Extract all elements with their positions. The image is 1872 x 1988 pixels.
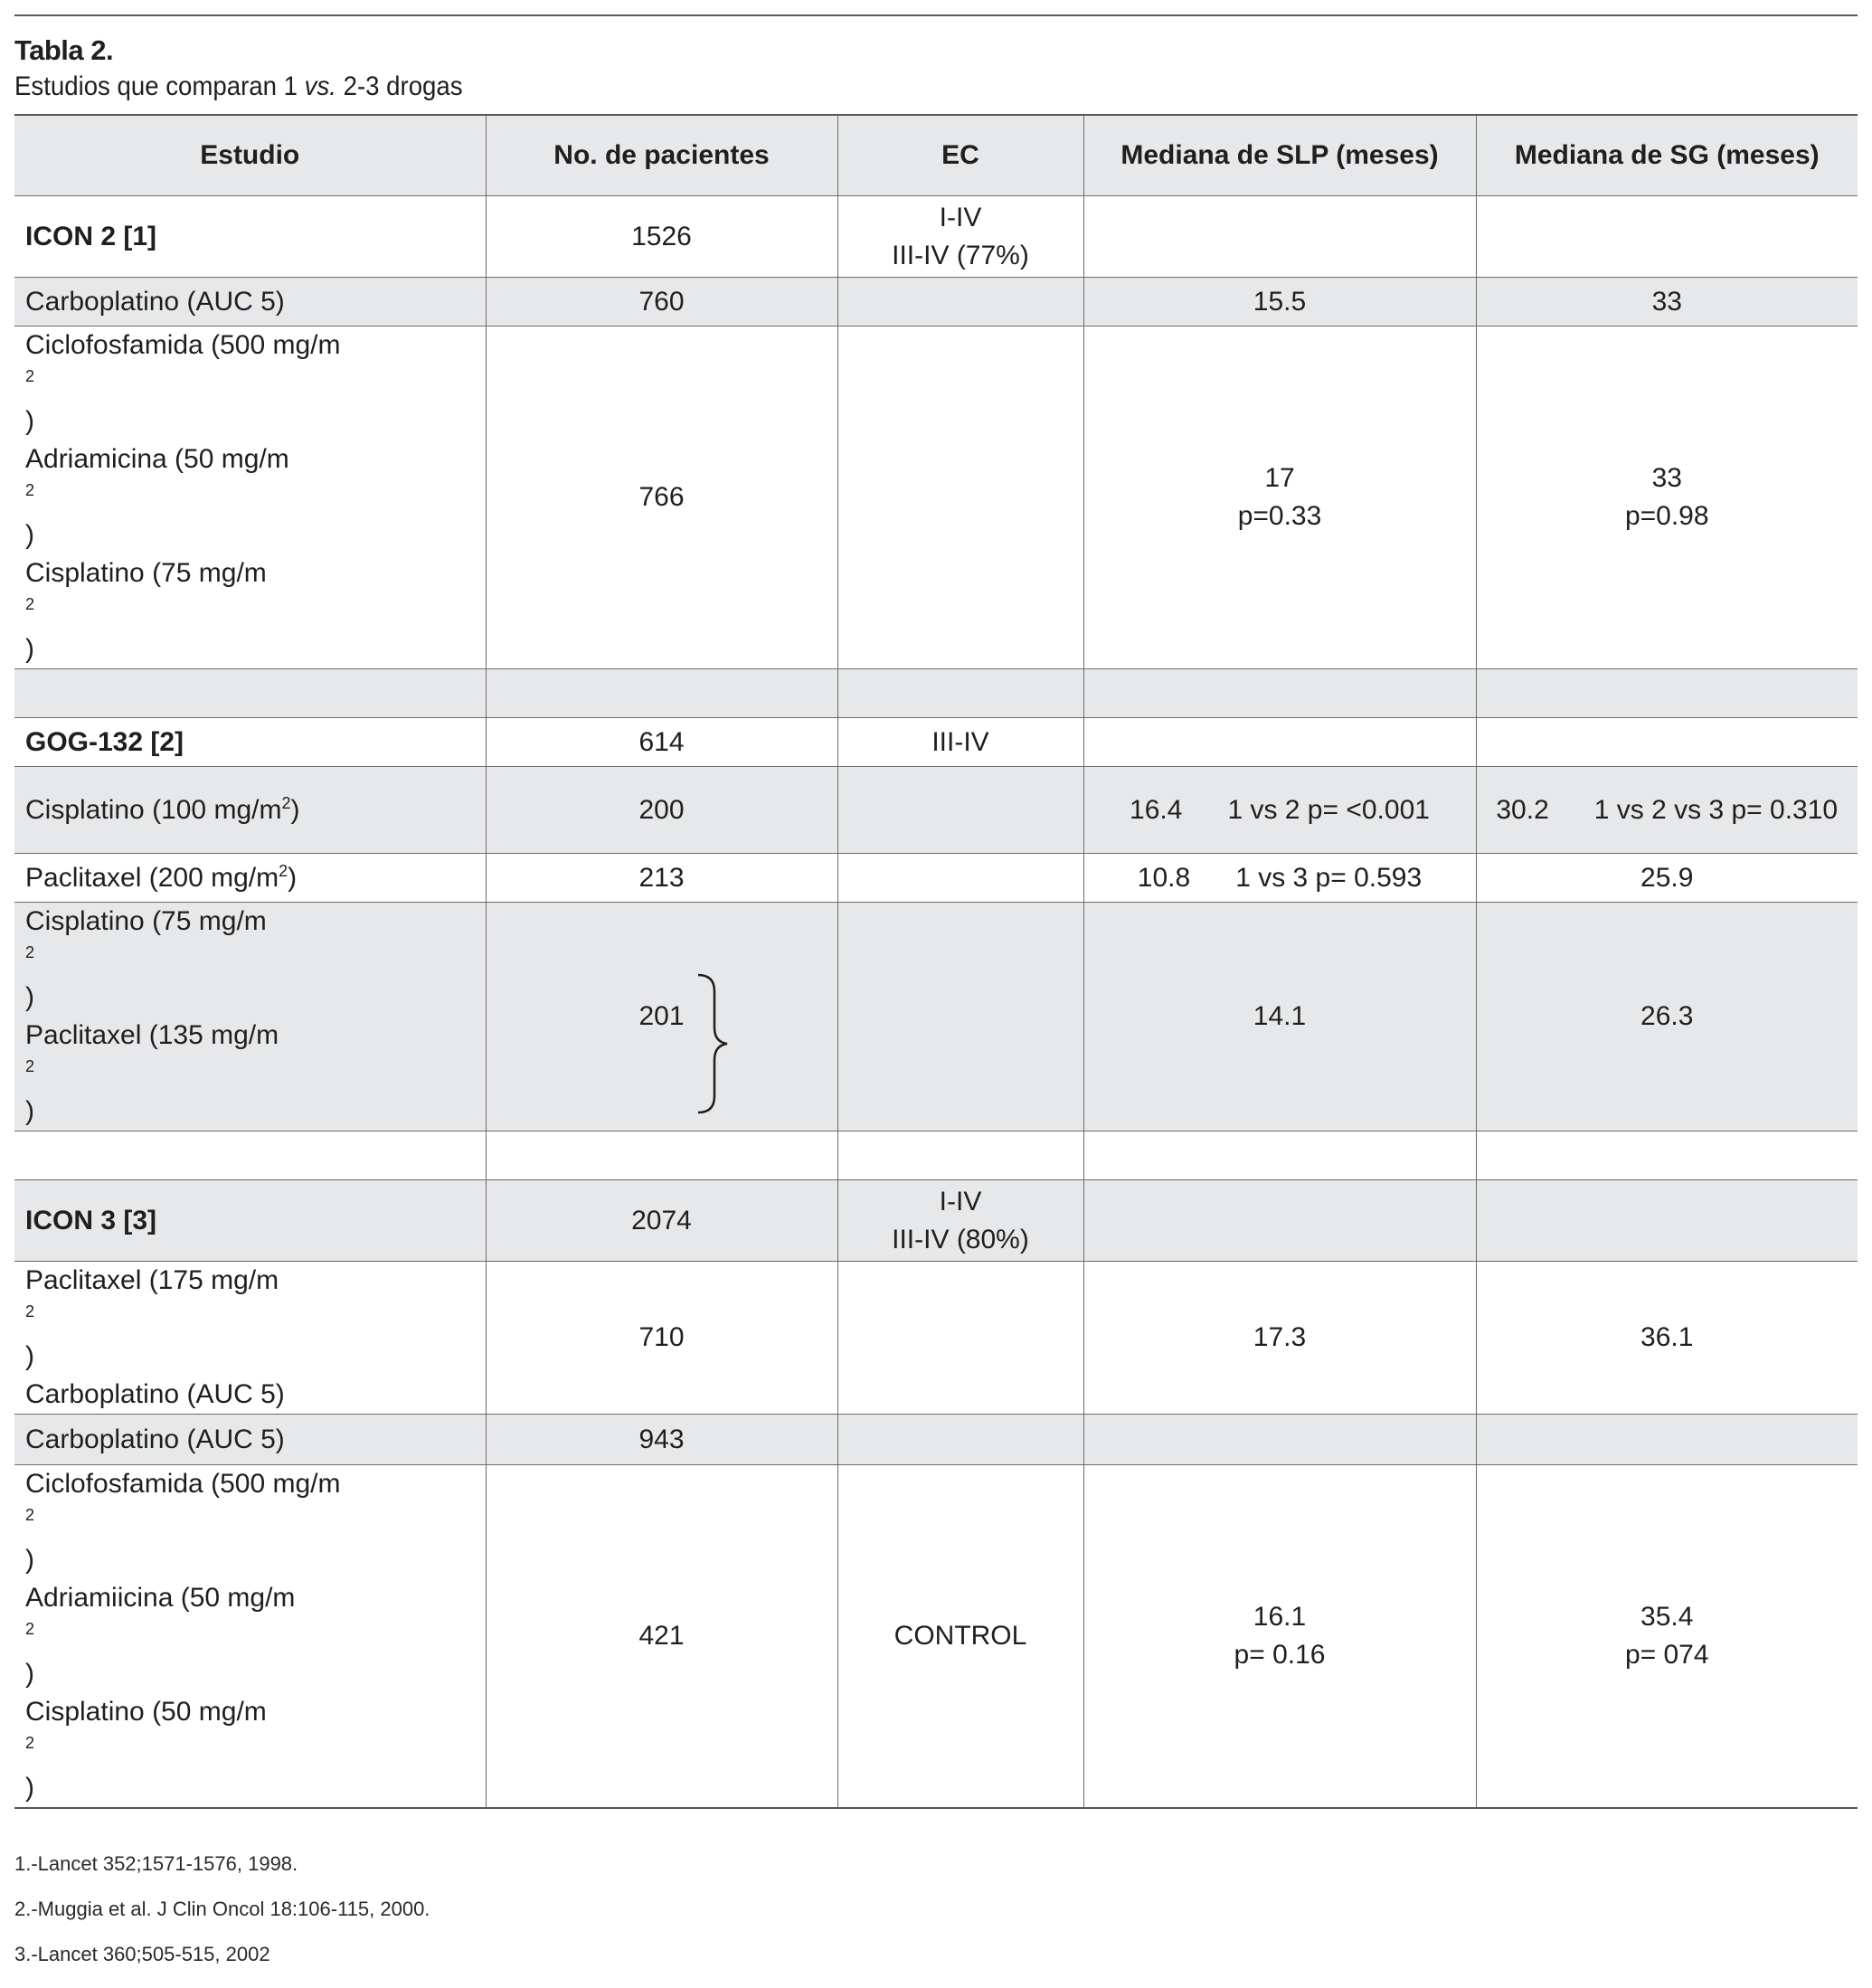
patients-count: 1526 xyxy=(486,196,837,278)
slp-value: 17.3 xyxy=(1083,1262,1476,1415)
studies-table xyxy=(14,114,1858,1809)
footnote-3: 3.-Lancet 360;505-515, 2002 xyxy=(14,1943,270,1965)
patients-count: 943 xyxy=(486,1415,837,1465)
col-header-slp: Mediana de SLP (meses) xyxy=(1083,115,1476,196)
regimen: Ciclofosfamida (500 mg/m $^2$ ) Adriamiicina (50 mg/m $^2$ ) Cisplatino (50 mg/m $^2$ ) xyxy=(14,1465,486,1809)
slp-value xyxy=(1083,718,1476,767)
sg-value: 26.3 xyxy=(1476,903,1858,1131)
ec-value xyxy=(837,327,1083,669)
table-row xyxy=(14,1465,1858,1809)
patients-count: 200 xyxy=(486,767,837,854)
study-name: GOG-132 [2] xyxy=(14,718,486,767)
study-name: ICON 2 [1] xyxy=(14,196,486,278)
ec-value: III-IV xyxy=(837,718,1083,767)
col-header-pacientes: No. de pacientes xyxy=(486,115,837,196)
table-row xyxy=(14,196,1858,278)
sg-value: 35.4 p= 074 xyxy=(1476,1465,1858,1809)
slp-value xyxy=(1083,196,1476,278)
study-name: ICON 3 [3] xyxy=(14,1180,486,1262)
footnote-2: 2.-Muggia et al. J Clin Oncol 18:106-115, 2000. xyxy=(14,1898,430,1920)
table-row xyxy=(14,1262,1858,1415)
sg-value: 33 p=0.98 xyxy=(1476,327,1858,669)
spacer-row xyxy=(14,669,1858,718)
table-row xyxy=(14,1415,1858,1465)
patients-count: 614 xyxy=(486,718,837,767)
slp-value xyxy=(1083,1180,1476,1262)
document-page xyxy=(14,14,1858,1988)
ec-value xyxy=(837,1262,1083,1415)
sg-value xyxy=(1476,718,1858,767)
sg-value: 30.2 1 vs 2 vs 3 p= 0.310 xyxy=(1476,767,1858,854)
sg-value xyxy=(1476,196,1858,278)
col-header-estudio: Estudio xyxy=(14,115,486,196)
ec-value: I-IV III-IV (80%) xyxy=(837,1180,1083,1262)
regimen: Cisplatino (75 mg/m $^2$ ) Paclitaxel (135 mg/m $^2$ ) xyxy=(14,903,486,1131)
patients-count: 760 xyxy=(486,278,837,327)
patients-count: 213 xyxy=(486,854,837,903)
table-title: Tabla 2. xyxy=(14,34,114,66)
regimen: Carboplatino (AUC 5) xyxy=(14,278,486,327)
slp-value: 10.8 1 vs 3 p= 0.593 xyxy=(1083,854,1476,903)
patients-count: 710 xyxy=(486,1262,837,1415)
ec-value: I-IV III-IV (77%) xyxy=(837,196,1083,278)
slp-value xyxy=(1083,1415,1476,1465)
slp-value: 17 p=0.33 xyxy=(1083,327,1476,669)
table-row xyxy=(14,903,1858,1131)
patients-count: 201 xyxy=(486,903,837,1131)
ec-value: CONTROL xyxy=(837,1465,1083,1809)
slp-value: 16.4 1 vs 2 p= <0.001 xyxy=(1083,767,1476,854)
footnotes xyxy=(14,1852,1858,1965)
spacer-row xyxy=(14,1131,1858,1180)
grouping-brace-icon xyxy=(695,971,731,1116)
patients-count: 766 xyxy=(486,327,837,669)
slp-value: 14.1 xyxy=(1083,903,1476,1131)
sg-value xyxy=(1476,1415,1858,1465)
sg-value: 25.9 xyxy=(1476,854,1858,903)
ec-value xyxy=(837,854,1083,903)
col-header-ec: EC xyxy=(837,115,1083,196)
top-rule xyxy=(14,14,1858,16)
table-row xyxy=(14,854,1858,903)
ec-value xyxy=(837,1415,1083,1465)
table-subtitle: Estudios que comparan 1 vs. 2-3 drogas xyxy=(14,71,463,101)
regimen: Paclitaxel (200 $mg/m^2$) xyxy=(14,854,486,903)
col-header-sg: Mediana de SG (meses) xyxy=(1476,115,1858,196)
ec-value xyxy=(837,278,1083,327)
table-row xyxy=(14,1180,1858,1262)
ec-value xyxy=(837,903,1083,1131)
patients-count: 421 xyxy=(486,1465,837,1809)
table-row xyxy=(14,278,1858,327)
table-row xyxy=(14,718,1858,767)
table-header-row xyxy=(14,115,1858,196)
slp-value: 15.5 xyxy=(1083,278,1476,327)
regimen: Paclitaxel (175 mg/m $^2$ ) Carboplatino (AUC 5) xyxy=(14,1262,486,1415)
sg-value: 36.1 xyxy=(1476,1262,1858,1415)
sg-value xyxy=(1476,1180,1858,1262)
sg-value: 33 xyxy=(1476,278,1858,327)
table-row xyxy=(14,327,1858,669)
regimen: Cisplatino (100 $mg/m^2$) xyxy=(14,767,486,854)
table-row xyxy=(14,767,1858,854)
regimen: Carboplatino (AUC 5) xyxy=(14,1415,486,1465)
patients-count: 2074 xyxy=(486,1180,837,1262)
ec-value xyxy=(837,767,1083,854)
regimen: Ciclofosfamida (500 mg/m $^2$ ) Adriamicina (50 mg/m $^2$ ) Cisplatino (75 mg/m $^2$ ) xyxy=(14,327,486,669)
slp-value: 16.1 p= 0.16 xyxy=(1083,1465,1476,1809)
footnote-1: 1.-Lancet 352;1571-1576, 1998. xyxy=(14,1852,298,1875)
